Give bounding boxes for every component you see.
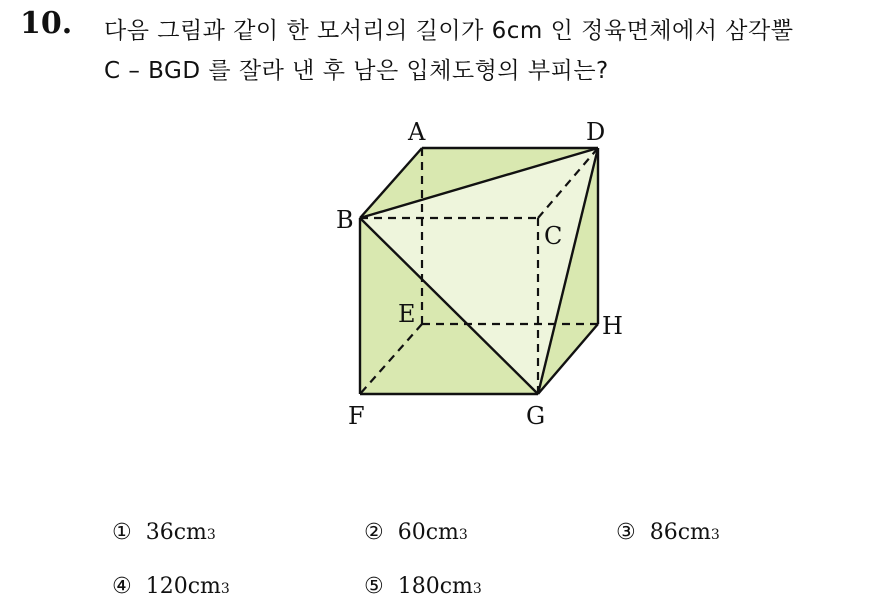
- question-text-line2: C – BGD 를 잘라 낸 후 남은 입체도형의 부피는?: [104, 58, 609, 84]
- question-number: 10.: [20, 6, 73, 41]
- choice-2-mark: ②: [364, 520, 384, 545]
- vertex-label-d: D: [586, 118, 606, 146]
- choice-4-value: 120cm: [145, 574, 221, 599]
- choice-2[interactable]: [364, 520, 468, 545]
- choice-3[interactable]: [616, 520, 720, 545]
- vertex-label-a: A: [408, 118, 426, 146]
- vertex-label-e: E: [398, 300, 416, 328]
- choice-2-exp: 3: [458, 527, 468, 543]
- choice-1-value: 36cm: [145, 520, 207, 545]
- vertex-label-c: C: [544, 222, 563, 250]
- choice-3-value: 86cm: [649, 520, 711, 545]
- cube-figure: [320, 110, 640, 440]
- choice-5-mark: ⑤: [364, 574, 384, 599]
- choice-2-value: 60cm: [397, 520, 459, 545]
- choice-1-exp: 3: [206, 527, 216, 543]
- vertex-label-f: F: [348, 402, 365, 430]
- cube-diagram: [320, 110, 640, 440]
- choice-1-mark: ①: [112, 520, 132, 545]
- vertex-label-h: H: [602, 312, 623, 340]
- choice-4-mark: ④: [112, 574, 132, 599]
- choice-1[interactable]: [112, 520, 216, 545]
- choice-5[interactable]: [364, 574, 482, 599]
- choice-5-exp: 3: [472, 581, 482, 597]
- vertex-label-g: G: [526, 402, 546, 430]
- choice-5-value: 180cm: [397, 574, 473, 599]
- choice-4[interactable]: [112, 574, 230, 599]
- vertex-label-b: B: [336, 206, 354, 234]
- choice-4-exp: 3: [220, 581, 230, 597]
- choice-3-exp: 3: [710, 527, 720, 543]
- choice-3-mark: ③: [616, 520, 636, 545]
- question-text-line1: 다음 그림과 같이 한 모서리의 길이가 6cm 인 정육면체에서 삼각뿔: [104, 18, 794, 44]
